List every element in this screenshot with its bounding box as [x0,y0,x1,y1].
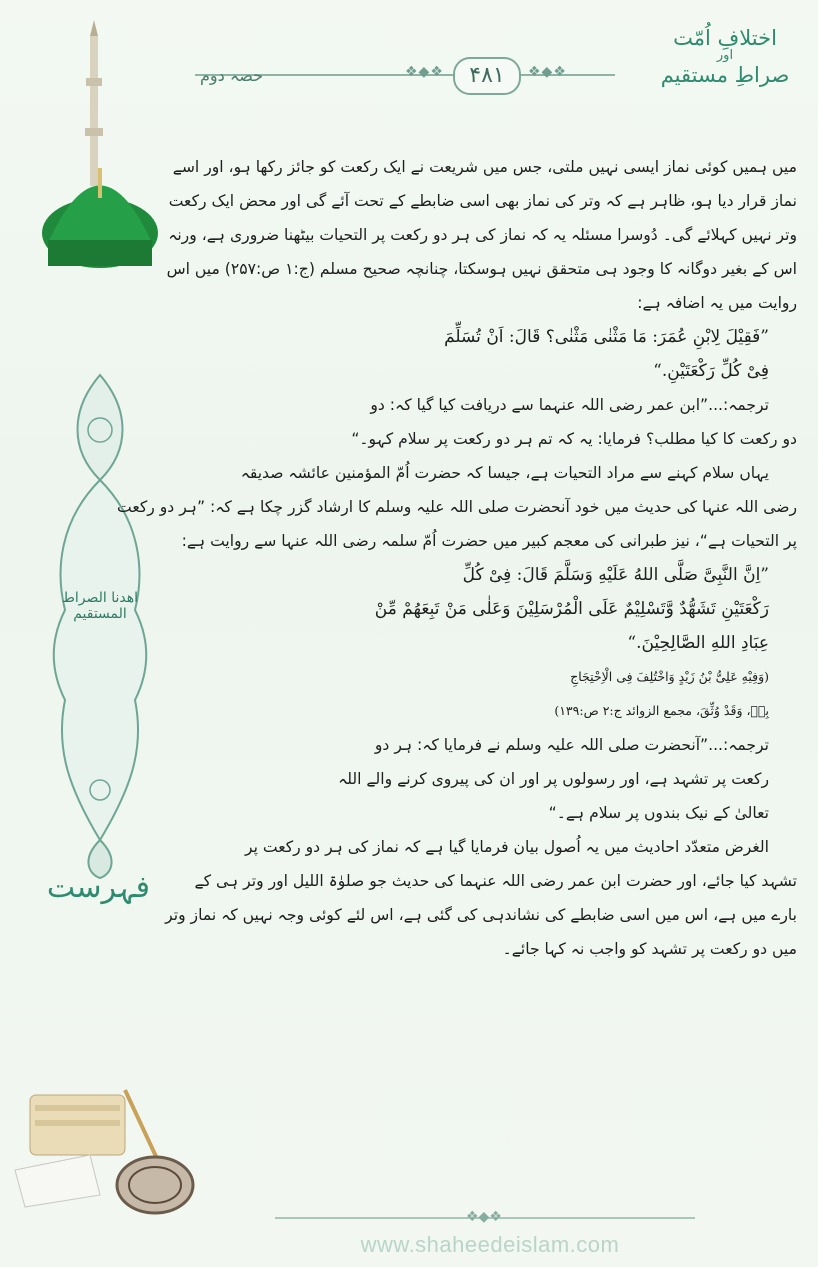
translation-line: رکعت پر تشہد ہے، اور رسولوں پر اور ان کی پیروی کرنے والے اللہ [338,770,769,788]
panel-calligraphy: اهدنا الصراط المستقيم [61,590,139,622]
translation-line: دو رکعت کا کیا مطلب؟ فرمایا: یہ کہ تم ہر دو رکعت پر سلام کہو۔“ [351,430,797,448]
body-line: اس کے بغیر دوگانہ کا وجود ہی متحقق نہیں ہوسکتا، چنانچہ صحیح مسلم (ج:۱ ص:۲۵۷) میں اس [166,260,797,278]
header-ornament-left: ❖◆❖ [405,64,444,80]
book-title-line1: اختلافِ اُمّت [673,26,777,50]
body-line: وتر نہیں کہلائے گی۔ دُوسرا مسئلہ یہ کہ نماز کی ہر دو رکعت پر التحیات بیٹھنا ضروری ہے، ورنہ [168,226,797,244]
book-title-line2: اور [716,48,734,63]
arabic-quote-line: فِىْ كُلِّ رَكْعَتَيْنِ.“ [653,361,769,381]
body-line: بارے میں ہے، اس میں اسی ضابطے کی نشاندہی کی گئی ہے، اس لئے کوئی وجہ نہیں کہ نماز وتر [165,906,797,924]
header-ornament-right: ❖◆❖ [528,64,567,80]
arabic-quote-line: عِبَادِ اللهِ الصَّالِحِيْنَ.“ [627,633,769,653]
body-line: تشہد کیا جائے، اور حضرت ابن عمر رضی اللہ عنہما کی حدیث جو صلوٰۃ اللیل اور وتر ہی کے [194,872,797,890]
body-line: روایت میں یہ اضافہ ہے: [637,294,797,312]
hadith-reference-line: (وَفِيْهِ عَلِىُّ بْنُ زَيْدٍ وَاخْتُلِفَ فِى الْاِحْتِجَاجِ [570,669,769,684]
scroll-quill-seal-illustration [10,1085,200,1215]
footer-ornament: ❖◆❖ [466,1209,502,1225]
arabic-quote-line: ”فَقِيْلَ لِابْنِ عُمَرَ: مَا مَثْنٰى مَثْنٰى؟ قَالَ: اَنْ تُسَلِّمَ [444,327,769,347]
body-line: میں ہمیں کوئی نماز ایسی نہیں ملتی، جس میں شریعت نے ایک رکعت کو جائز رکھا ہو، اور اسے [172,158,797,176]
arabic-quote-line: ”اِنَّ النَّبِىَّ صَلَّى اللهُ عَلَيْهِ وَسَلَّمَ قَالَ: فِىْ كُلِّ [462,565,769,585]
translation-line: ترجمہ:...”آنحضرت صلی اللہ علیہ وسلم نے فرمایا کہ: ہر دو [374,736,769,754]
translation-line: تعالیٰ کے نیک بندوں پر سلام ہے۔“ [548,804,769,822]
mosque-dome-illustration [38,18,158,268]
page-body [117,150,797,966]
translation-line: ترجمہ:...”ابن عمر رضی اللہ عنہما سے دریافت کیا گیا کہ: دو [370,396,769,414]
index-link[interactable]: فہرست [46,870,150,905]
book-title-line3: صراطِ مستقیم [660,63,790,87]
body-line: پر التحیات ہے“، نیز طبرانی کی معجم کبیر میں حضرت اُمّ سلمہ رضی اللہ عنہا سے روایت ہے: [181,532,797,550]
book-title [655,26,795,87]
body-line: میں دو رکعت پر تشہد کو واجب نہ کہا جائے۔ [502,940,797,958]
body-line: یہاں سلام کہنے سے مراد التحیات ہے، جیسا کہ حضرت اُمّ المؤمنین عائشہ صدیقہ [240,464,769,482]
arabic-quote-line: رَكْعَتَيْنِ تَشَهُّدٌ وَّتَسْلِيْمٌ عَلَى الْمُرْسَلِيْنَ وَعَلٰى مَنْ تَبِعَهُمْ مِّنْ [374,599,769,619]
page-number: ۴۸۱ [453,57,521,95]
part-label: حصہ دوم [200,66,263,85]
hadith-reference-line: بِهٖ، وَقَدْ وُثِّقَ، مجمع الزوائد ج:۲ ص:۱۳۹) [554,703,769,718]
body-line: الغرض متعدّد احادیث میں یہ اُصول بیان فرمایا گیا ہے کہ نماز کی ہر دو رکعت پر [245,838,769,856]
body-line: نماز قرار دیا ہو، ظاہر ہے کہ وتر کی نماز بھی اسی ضابطے کے تحت آئے گی اور محض ایک رکعت [168,192,797,210]
body-line: رضی اللہ عنہا کی حدیث میں خود آنحضرت صلی اللہ علیہ وسلم کا ارشاد گزر چکا ہے کہ: ”ہر دو رکعت [117,498,797,516]
ornamental-side-panel [40,370,160,880]
website-url[interactable]: www.shaheedeislam.com [360,1232,620,1257]
